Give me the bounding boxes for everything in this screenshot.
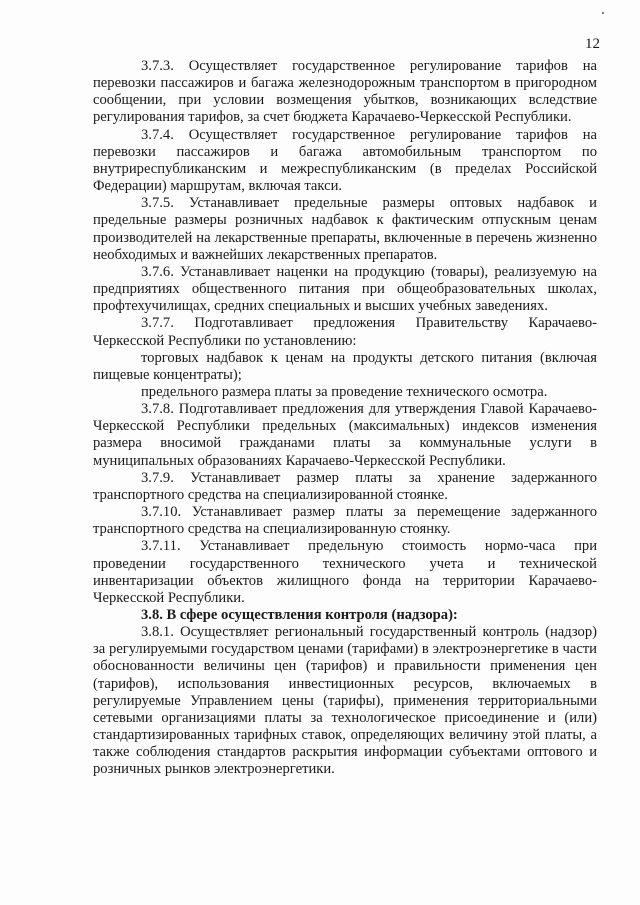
paragraph-3-7-9: 3.7.9. Устанавливает размер платы за хранение задержанного транспортного средства на специализированной стоянке. [93, 469, 597, 503]
document-body [93, 58, 597, 779]
paragraph-3-8-1: 3.8.1. Осуществляет региональный государственный контроль (надзор) за регулируемыми государством ценами (тарифами) в электроэнергетике в части обоснованности величины цен (тарифов) и правильности применения цен (тарифов), использования инвестиционных ресурсов, включаемых в регулируемые Управлением цены (тарифы), применения территориальными сетевыми организациями платы за технологическое присоединение и (или) стандартизированных тарифных ставок, определяющих величину этой платы, а также соблюдения стандартов раскрытия информации субъектами оптового и розничных рынков электроэнергетики. [93, 624, 597, 778]
page-number: 12 [585, 36, 600, 52]
paragraph-3-7-5: 3.7.5. Устанавливает предельные размеры оптовых надбавок и предельные размеры розничных надбавок к фактическим отпускным ценам производителей на лекарственные препараты, включенные в перечень жизненно необходимых и важнейших лекарственных препаратов. [93, 195, 597, 263]
paragraph-3-7-8: 3.7.8. Подготавливает предложения для утверждения Главой Карачаево-Черкесской Республики предельных (максимальных) индексов изменения размера вносимой гражданами платы за коммунальные услуги в муниципальных образованиях Карачаево-Черкесской Республики. [93, 401, 597, 469]
paragraph-3-7-10: 3.7.10. Устанавливает размер платы за перемещение задержанного транспортного средства на специализированную стоянку. [93, 504, 597, 538]
paragraph-3-7-6: 3.7.6. Устанавливает наценки на продукцию (товары), реализуемую на предприятиях общественного питания при общеобразовательных школах, профтехучилищах, средних специальных и высших учебных заведениях. [93, 263, 597, 315]
paragraph-3-7-7: 3.7.7. Подготавливает предложения Правительству Карачаево-Черкесской Республики по установлению: [93, 315, 597, 349]
paragraph-3-7-4: 3.7.4. Осуществляет государственное регулирование тарифов на перевозки пассажиров и багажа автомобильным транспортом по внутриреспубликанским и межреспубликанским (в пределах Российской Федерации) маршрутам, включая такси. [93, 126, 597, 195]
scan-speck [602, 12, 604, 14]
paragraph-3-7-7-item-1: торговых надбавок к ценам на продукты детского питания (включая пищевые концентраты); [93, 349, 597, 383]
paragraph-3-7-7-item-2: предельного размера платы за проведение технического осмотра. [141, 383, 548, 400]
paragraph-3-7-3: 3.7.3. Осуществляет государственное регулирование тарифов на перевозки пассажиров и багажа железнодорожным транспортом в пригородном сообщении, при условии возмещения убытков, возникающих вследствие регулирования тарифов, за счет бюджета Карачаево-Черкесской Республики. [93, 58, 597, 126]
section-heading-3-8: 3.8. В сфере осуществления контроля (надзора): [141, 607, 458, 623]
paragraph-3-7-11: 3.7.11. Устанавливает предельную стоимость нормо-часа при проведении государственного технического учета и технической инвентаризации объектов жилищного фонда на территории Карачаево-Черкесской Республики. [93, 538, 597, 606]
